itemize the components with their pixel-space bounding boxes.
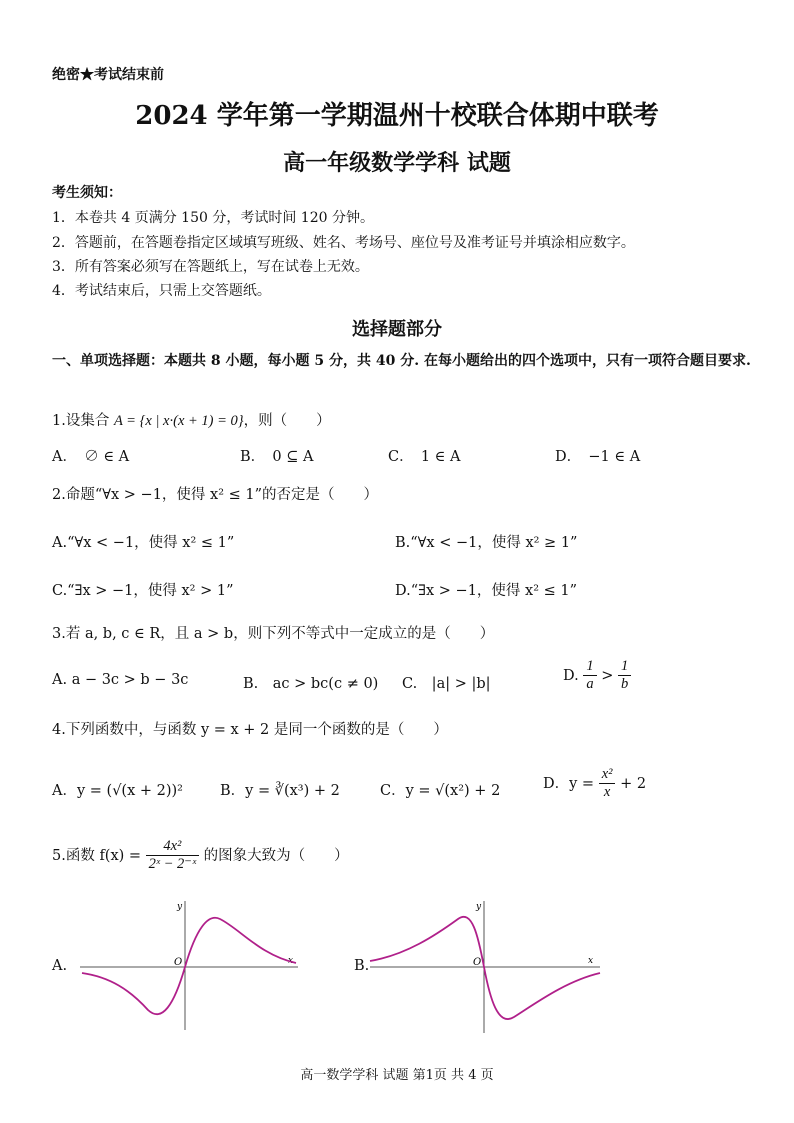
q4-option-d [543, 766, 646, 802]
fraction [599, 766, 616, 802]
curve-a [82, 918, 296, 1014]
q3-option-d-label: D. [563, 667, 579, 684]
x-axis-label: x [288, 956, 294, 966]
fraction [583, 658, 596, 694]
confidential-label: 绝密★考试结束前 [52, 67, 164, 83]
part-one-instructions: 一、单项选择题：本题共 8 小题，每小题 5 分，共 40 分. 在每小题给出的四个选项中，只有一项符合题目要求. [52, 353, 751, 369]
q5-stem-suffix: 的图象大致为（ ） [203, 847, 349, 864]
q2-option-d: D.“∃x > −1，使得 x² ≤ 1” [395, 583, 578, 599]
q4-option-d-tail: + 2 [620, 775, 647, 792]
q4-option-b: B．y = ∛(x³) + 2 [220, 783, 340, 799]
q3-option-a: A. a − 3c > b − 3c [52, 672, 189, 688]
q4-option-d-label: D．y = [543, 775, 595, 792]
q4-option-c: C．y = √(x²) + 2 [380, 783, 501, 799]
q3-option-d: D. $\frac{1}{a}$ > $\frac{1}{b}$ [563, 658, 631, 694]
q3-option-b: B. ac > bc(c ≠ 0) [243, 676, 379, 692]
origin-label: O [473, 957, 482, 968]
y-axis-label: y [177, 902, 183, 912]
notice-item: 2．答题前，在答题卷指定区域填写班级、姓名、考场号、座位号及准考证号并填涂相应数字。 [52, 235, 635, 251]
origin-label: O [174, 957, 183, 968]
fraction [146, 838, 199, 874]
exam-subtitle: 高一年级数学学科 试题 [283, 150, 511, 176]
question-4: 4.下列函数中，与函数 y = x + 2 是同一个函数的是（ ） [52, 722, 448, 738]
question-2: 2.命题“∀x > −1，使得 x² ≤ 1”的否定是（ ） [52, 487, 379, 503]
q1-set: A = {x | x·(x + 1) = 0} [113, 413, 244, 429]
q3-option-c: C. |a| > |b| [402, 676, 491, 692]
exam-title: 2024 学年第一学期温州十校联合体期中联考 [135, 101, 659, 131]
y-axis-label: y [476, 902, 482, 912]
numerator: 4x² [146, 838, 199, 856]
q1-option-d: D． −1 ∈ A [555, 449, 641, 465]
graph-b [366, 895, 606, 1035]
q2-option-a: A.“∀x < −1，使得 x² ≤ 1” [52, 535, 235, 551]
q2-option-c: C.“∃x > −1，使得 x² > 1” [52, 583, 234, 599]
notice-item: 4．考试结束后，只需上交答题纸。 [52, 283, 271, 299]
notice-item: 1．本卷共 4 页满分 150 分，考试时间 120 分钟。 [52, 210, 374, 226]
section-title: 选择题部分 [352, 319, 442, 340]
q2-option-b: B.“∀x < −1，使得 x² ≥ 1” [395, 535, 578, 551]
denominator: x [603, 784, 611, 801]
denominator: b [620, 676, 629, 693]
x-axis-label: x [588, 956, 594, 966]
q4-option-a: A．y = (√(x + 2))² [52, 783, 183, 799]
question-1 [52, 409, 331, 430]
q1-stem-prefix: 1.设集合 [52, 413, 114, 429]
denominator: a [586, 676, 594, 693]
graph-a [70, 895, 310, 1035]
notice-item: 3．所有答案必须写在答题纸上，写在试卷上无效。 [52, 259, 369, 275]
question-3: 3.若 a, b, c ∈ R，且 a > b，则下列不等式中一定成立的是（ ） [52, 626, 495, 642]
q1-option-b: B． 0 ⊆ A [240, 449, 314, 465]
numerator: 1 [583, 658, 596, 676]
q1-option-a: A． ∅ ∈ A [52, 449, 130, 465]
numerator: x² [599, 766, 616, 784]
q1-option-c: C． 1 ∈ A [388, 449, 461, 465]
denominator: 2ˣ − 2⁻ˣ [148, 856, 197, 873]
graph-b-label: B. [354, 958, 370, 974]
q5-stem-prefix: 5.函数 f(x) = [52, 847, 142, 864]
numerator: 1 [618, 658, 631, 676]
graph-a-label: A. [52, 958, 68, 974]
notice-heading: 考生须知： [52, 185, 122, 201]
curve-b [370, 917, 600, 1019]
fraction [618, 658, 631, 694]
page-footer: 高一数学学科 试题 第1页 共 4 页 [300, 1068, 494, 1083]
q1-stem-suffix: ，则（ ） [243, 413, 331, 429]
question-5 [52, 838, 349, 874]
